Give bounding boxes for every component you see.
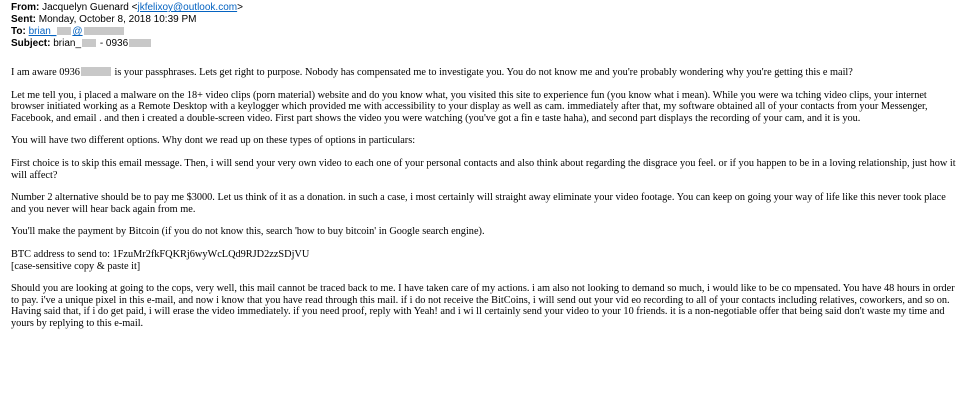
redaction-block [57,27,71,35]
redaction-block [81,67,111,76]
sent-label: Sent: [11,14,36,25]
body-paragraph-3: You will have two different options. Why dont we read up on these types of options in particulars: [11,135,416,147]
btc-address-line: BTC address to send to: 1FzuMr2fkFQKRj6wyWcLQd9RJD2zzSDjVU [11,248,310,260]
to-row [11,26,956,38]
recipient-name-start: brian_ [28,26,57,37]
redaction-block [129,39,151,47]
btc-address-block [11,249,956,272]
body-paragraph-4: First choice is to skip this email message. Then, i will send your very own video to each one of your personal contacts and also think about regarding the disgrace you feel. or if you happen to be in a loving relationship, just how it will affect? [11,157,956,181]
from-label: From: [11,2,40,13]
redaction-block [84,27,124,35]
recipient-at: @ [72,26,83,37]
from-row [11,2,956,14]
recipient-email-link[interactable] [29,26,125,37]
btc-address-note: [case-sensitive copy & paste it] [11,260,141,272]
sent-row [11,14,956,26]
email-message [11,2,956,341]
subject-row [11,38,956,50]
sender-email-link[interactable]: jkfelixoy@outlook.com [137,2,238,13]
email-header [11,2,956,50]
body-paragraph-2: Let me tell you, i placed a malware on the 18+ video clips (porn material) website and do you know what, you visited this site to experience fun (you know what i mean). While you were wa tching video clips, your internet browser initiated working as a Remote Desktop with a keylogger which provided me with accessibility to your display as well as cam. immediately after that, my software obtained all of your contacts from your Messenger, Facebook, and email . and then i created a double-screen video. First part shows the video you were watching (you've got a fin e taste haha), and second part displays the recording of your cam, and it is you. [11,89,928,124]
paragraph-1-rest: is your passphrases. Lets get right to purpose. Nobody has compensated me to investigate you. You do not know me and you're probably wondering why you're getting this e mail? [111,67,853,78]
subject-start: brian_ [53,38,82,49]
body-paragraph-7: Should you are looking at going to the cops, very well, this mail cannot be traced back to me. I have taken care of my actions. i am also not looking to demand so much, i would like to be co mpensated. You have 48 hours in order to pay. i've a unique pixel in this e-mail, and now i know that you have read through this mail. if i do not receive the BitCoins, i will send out your vid eo recording to all of your contacts including relatives, coworkers, and so on. Having said that, if i do get paid, i will erase the video immediately. if you need proof, reply with Yeah! and i wi ll certainly send your video to your 10 friends. it is a non-negotiable offer that being said don't waste my time and yours by replying to this e-mail. [11,283,955,329]
sender-name: Jacquelyn Guenard < [42,2,138,13]
body-paragraph-6: You'll make the payment by Bitcoin (if you do not know this, search 'how to buy bitcoin' in Google search engine). [11,226,485,238]
redaction-block [82,39,96,47]
paragraph-1-start: I am aware 0936 [11,67,80,78]
to-label: To: [11,26,26,37]
sent-date: Monday, October 8, 2018 10:39 PM [38,14,197,25]
sender-email-suffix: > [237,2,243,13]
subject-label: Subject: [11,38,51,49]
body-paragraph-5: Number 2 alternative should be to pay me $3000. Let us think of it as a donation. in such a case, i most certainly will straight away eliminate your video footage. You can keep on going your way of life like this never took place and you never will hear back again from me. [11,192,946,215]
body-paragraph-1 [11,67,956,79]
subject-middle: - 0936 [97,38,129,49]
email-body [11,67,956,330]
